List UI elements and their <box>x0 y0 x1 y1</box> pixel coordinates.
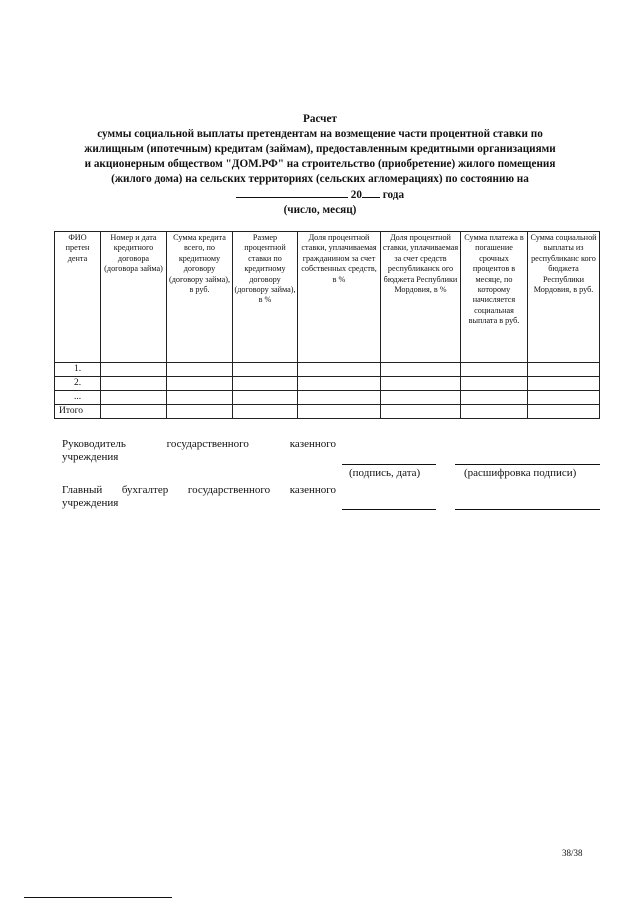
date-blank <box>236 187 348 198</box>
table-cell[interactable] <box>298 391 381 405</box>
table-cell[interactable] <box>381 405 461 419</box>
table-cell[interactable] <box>101 363 167 377</box>
head-signature-label <box>62 438 336 464</box>
header-full-name: ФИО претен дента <box>55 232 101 363</box>
table-cell[interactable] <box>461 405 528 419</box>
header-interest-rate: Размер процентной ставки по кредитному договору (договору займа), в % <box>233 232 298 363</box>
table-cell[interactable] <box>528 391 600 405</box>
table-cell[interactable] <box>528 363 600 377</box>
document-title: Расчет <box>303 113 337 125</box>
table-cell[interactable] <box>101 391 167 405</box>
table-cell[interactable] <box>461 391 528 405</box>
table-cell[interactable] <box>298 363 381 377</box>
subtitle-line-1: суммы социальной выплаты претендентам на возмещение части процентной ставки по <box>97 128 543 140</box>
table-row <box>55 377 600 391</box>
head-signature-line[interactable] <box>342 464 436 465</box>
table-cell[interactable] <box>381 391 461 405</box>
year-blank <box>362 187 380 198</box>
header-citizen-share: Доля процентной ставки, уплачиваемая гражданином за счет собственных средств, в % <box>298 232 381 363</box>
row-label: 2. <box>55 377 101 391</box>
table-cell[interactable] <box>298 377 381 391</box>
table-header-row <box>55 232 600 363</box>
document-title-block <box>60 112 580 218</box>
page-number: 38/38 <box>562 848 583 858</box>
table-cell[interactable] <box>461 363 528 377</box>
table-row-total <box>55 405 600 419</box>
table-row <box>55 391 600 405</box>
accountant-label-line-1: Главный бухгалтер государственного казенного <box>62 484 336 496</box>
table-cell[interactable] <box>298 405 381 419</box>
table-cell[interactable] <box>167 391 233 405</box>
header-budget-share: Доля процентной ставки, уплачиваемая за счет средств республиканск ого бюджета Республики Мордовия, в % <box>381 232 461 363</box>
table-cell[interactable] <box>101 377 167 391</box>
header-contract-number: Номер и дата кредитного договора (договора займа) <box>101 232 167 363</box>
accountant-signature-label <box>62 484 336 510</box>
date-line <box>60 187 580 203</box>
row-label: 1. <box>55 363 101 377</box>
head-decode-line[interactable] <box>455 464 600 465</box>
head-label-line-1: Руководитель государственного казенного <box>62 438 336 450</box>
head-label-line-2: учреждения <box>62 451 119 463</box>
date-suffix: года <box>382 189 405 201</box>
table-cell[interactable] <box>528 405 600 419</box>
accountant-signature-line[interactable] <box>342 509 436 510</box>
sign-caption: (подпись, дата) <box>349 467 421 479</box>
table-cell[interactable] <box>233 391 298 405</box>
table-cell[interactable] <box>233 405 298 419</box>
row-label: ... <box>55 391 101 405</box>
table-cell[interactable] <box>233 377 298 391</box>
subtitle-line-2: жилищным (ипотечным) кредитам (займам), предоставленным кредитными организациями <box>84 143 556 155</box>
calculation-table <box>54 231 600 419</box>
header-credit-sum: Сумма кредита всего, по кредитному договору (договору займа), в руб. <box>167 232 233 363</box>
accountant-label-line-2: учреждения <box>62 497 119 509</box>
table-cell[interactable] <box>167 377 233 391</box>
table-cell[interactable] <box>381 377 461 391</box>
table-row <box>55 363 600 377</box>
footer-divider <box>24 897 172 898</box>
date-hint: (число, месяц) <box>283 204 357 216</box>
subtitle-line-4: (жилого дома) на сельских территориях (сельских агломерациях) по состоянию на <box>111 173 529 185</box>
table-cell[interactable] <box>381 363 461 377</box>
row-label-total: Итого <box>55 405 101 419</box>
table-cell[interactable] <box>167 405 233 419</box>
table-cell[interactable] <box>461 377 528 391</box>
subtitle-line-3: и акционерным обществом "ДОМ.РФ" на строительство (приобретение) жилого помещения <box>84 158 556 170</box>
table-cell[interactable] <box>233 363 298 377</box>
table-cell[interactable] <box>101 405 167 419</box>
decode-caption: (расшифровка подписи) <box>464 467 577 479</box>
header-social-payment: Сумма социальной выплаты из республиканс кого бюджета Республики Мордовия, в руб. <box>528 232 600 363</box>
date-year-prefix: 20 <box>350 189 362 201</box>
header-payment-sum: Сумма платежа в погашение срочных процентов в месяце, по которому начисляется социальная выплата в руб. <box>461 232 528 363</box>
table-cell[interactable] <box>528 377 600 391</box>
accountant-decode-line[interactable] <box>455 509 600 510</box>
table-cell[interactable] <box>167 363 233 377</box>
